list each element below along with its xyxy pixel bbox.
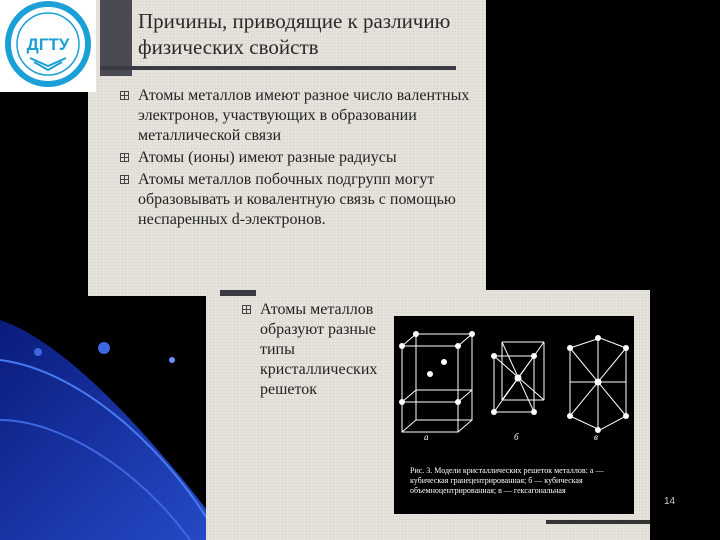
crystal-lattice-figure — [394, 316, 634, 514]
page-number: 14 — [664, 496, 676, 507]
square-bullet-icon — [120, 91, 129, 100]
list-item: Атомы металлов имеют разное число валентных электронов, участвующих в образовании металлической связи — [120, 86, 470, 146]
bullet-list-bottom — [242, 300, 392, 400]
list-item: Атомы металлов побочных подгрупп могут образовывать и ковалентную связь с помощью неспаренных d-электронов. — [120, 170, 470, 230]
slide-title: Причины, приводящие к различию физических свойств — [138, 9, 451, 59]
figure-label-a: а — [424, 432, 429, 442]
figure-caption: Рис. 3. Модели кристаллических решеток металлов: а — кубическая гранецентрированная; б — кубическая объемноцентрированная; в — гексагональная — [410, 466, 604, 495]
figure-label-b: б — [514, 432, 519, 442]
list-item: Атомы металлов образуют разные типы кристаллических решеток — [242, 300, 392, 400]
lattice-models-icon — [394, 316, 634, 466]
accent-bar — [220, 290, 256, 296]
title-underline — [100, 66, 456, 70]
logo-text: ДГТУ — [26, 35, 70, 54]
square-bullet-icon — [242, 305, 251, 314]
square-bullet-icon — [120, 153, 129, 162]
square-bullet-icon — [120, 175, 129, 184]
slide-image-top — [88, 0, 486, 296]
slide-image-bottom — [206, 290, 650, 540]
bottom-accent-line — [546, 520, 650, 524]
title-accent-bar — [100, 0, 132, 76]
university-logo — [0, 0, 96, 92]
bullet-list — [120, 86, 470, 232]
logo-emblem-icon — [0, 0, 96, 92]
decorative-swoosh — [0, 300, 230, 540]
figure-label-c: в — [594, 432, 598, 442]
list-item: Атомы (ионы) имеют разные радиусы — [120, 148, 470, 168]
